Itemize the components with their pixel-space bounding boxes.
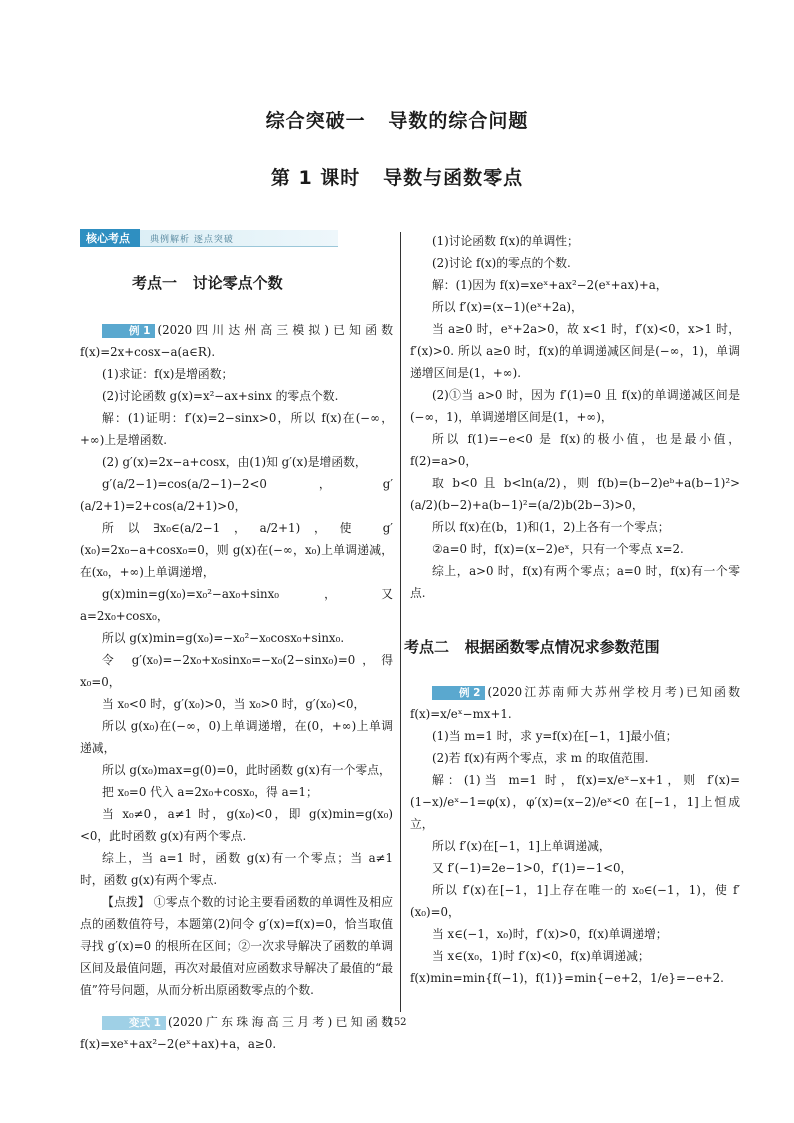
solution-line: 令 g′(x₀)=−2x₀+x₀sinx₀=−x₀(2−sinx₀)=0，得 x₀=0， [80,653,393,689]
solution-line: 又 f′(−1)=2e−1>0，f′(1)=−1<0， [432,861,633,875]
solution-line: 当 x₀≠0，a≠1 时，g(x₀)<0，即 g(x)min=g(x₀)<0，此时函数 g(x)有两个零点. [80,807,393,843]
right-column [404,230,740,989]
solution-line: 综上，当 a=1 时，函数 g(x)有一个零点；当 a≠1 时，函数 g(x)有两个零点. [80,851,393,887]
example-2-text: (2020江苏南师大苏州学校月考)已知函数 f(x)=x/eˣ−mx+1. [410,685,740,721]
variant-1-text: (2020广东珠海高三月考)已知函数 f(x)=xeˣ+ax²−2(eˣ+ax)+a，a≥0. [80,1015,393,1051]
solution-line: g′(a/2−1)=cos(a/2−1)−2<0，g′(a/2+1)=2+cos(a/2+1)>0， [80,477,393,513]
solution-line: (2)①当 a>0 时，因为 f′(1)=0 且 f(x)的单调递减区间是(−∞，1)，单调递增区间是(1，+∞)， [410,388,740,424]
example-2-statement [410,681,740,725]
chapter-title: 综合突破一 导数的综合问题 [265,110,529,132]
solution-line: 综上，a>0 时，f(x)有两个零点；a=0 时，f(x)有一个零点. [410,564,740,600]
solution-line: 解：(1)证明：f′(x)=2−sinx>0，所以 f(x)在(−∞，+∞)上是增函数. [80,411,393,447]
solution-line: 所以 f′(x)=(x−1)(eˣ+2a)， [432,300,583,314]
core-tag-sub: 典例解析 逐点突破 [150,234,234,245]
lesson-title: 第 1 课时 导数与函数零点 [270,167,524,189]
solution-line: 所以 f(x)在(b，1)和(1，2)上各有一个零点； [432,520,670,534]
page-number: 152 [387,1017,407,1028]
solution-line: 解：(1)当 m=1 时，f(x)=x/eˣ−x+1，则 f′(x)=(1−x)/eˣ−1=φ(x)，φ′(x)=(x−2)/eˣ<0 在[−1，1]上恒成立， [410,773,740,831]
solution-line: 所以 g(x)min=g(x₀)=−x₀²−x₀cosx₀+sinx₀. [102,631,345,645]
solution-line: 把 x₀=0 代入 a=2x₀+cosx₀，得 a=1； [102,785,318,799]
example-2-q2: (2)若 f(x)有两个零点，求 m 的取值范围. [432,751,649,765]
solution-line: 所以 f′(x)在[−1，1]上单调递减， [432,839,611,853]
solution-line: 所以∃x₀∈(a/2−1，a/2+1)，使 g′(x₀)=2x₀−a+cosx₀=0，则 g(x)在(−∞，x₀)上单调递减，在(x₀，+∞)上单调递增， [80,521,393,579]
solution-line: 当 a≥0 时，eˣ+2a>0，故 x<1 时，f′(x)<0，x>1 时，f′(x)>0. 所以 a≥0 时，f(x)的单调递减区间是(−∞，1)，单调递增区间是(1，+∞). [410,322,740,380]
solution-line: (2) g′(x)=2x−a+cosx，由(1)知 g′(x)是增函数， [102,455,367,469]
example-1-q2: (2)讨论函数 g(x)=x²−ax+sinx 的零点个数. [102,389,339,403]
variant-1-q1: (1)讨论函数 f(x)的单调性； [432,234,579,248]
example-1-statement [80,319,393,363]
solution-line: 所以 g(x₀)在(−∞，0)上单调递增，在(0，+∞)上单调递减， [80,719,393,755]
core-tag: 核心考点 [80,229,140,247]
core-banner [80,230,338,247]
solution-line: 当 x∈(x₀，1)时 f′(x)<0，f(x)单调递减； [432,949,650,963]
variant-1-label: 变式 1 [102,1016,166,1030]
solution-line: g(x)min=g(x₀)=x₀²−ax₀+sinx₀，又 a=2x₀+cosx₀， [80,587,393,623]
solution-line: 所以 g(x₀)max=g(0)=0，此时函数 g(x)有一个零点， [102,763,391,777]
solution-line: 解：(1)因为 f(x)=xeˣ+ax²−2(eˣ+ax)+a， [432,278,668,292]
example-1-q1: (1)求证：f(x)是增函数； [102,367,234,381]
section-heading-1: 考点一 讨论零点个数 [132,274,283,292]
solution-line: 当 x₀<0 时，g′(x₀)>0，当 x₀>0 时，g′(x₀)<0， [102,697,366,711]
column-divider [400,232,401,1012]
section-heading-2: 考点二 根据函数零点情况求参数范围 [404,638,660,656]
solution-line: 取 b<0 且 b<ln(a/2)，则 f(b)=(b−2)eᵇ+a(b−1)²>(a/2)(b−2)+a(b−1)²=(a/2)b(2b−3)>0， [410,476,740,512]
example-1-label: 例 1 [102,324,155,338]
example-1-text: (2020四川达州高三模拟)已知函数 f(x)=2x+cosx−a(a∈R). [80,323,393,359]
solution-line: ②a=0 时，f(x)=(x−2)eˣ，只有一个零点 x=2. [432,542,684,556]
example-2-q1: (1)当 m=1 时，求 y=f(x)在[−1，1]最小值； [432,729,678,743]
example-2-label: 例 2 [432,686,485,700]
hint-note: 【点拨】 ①零点个数的讨论主要看函数的单调性及相应点的函数值符号，本题第(2)问令 g′(x)=f(x)=0，恰当取值寻找 g′(x)=0 的根所在区间；②一次求导解决了函数的单调区间及最值问题，再次对最值对应函数求导解决了最值的“最值”符号问题，从而分析出原函数零点的个数. [80,895,393,997]
solution-line: 所以 f(1)=−e<0 是 f(x)的极小值，也是最小值，f(2)=a>0， [410,432,740,468]
solution-line: 当 x∈(−1，x₀)时，f′(x)>0，f(x)单调递增； [432,927,668,941]
variant-1-q2: (2)讨论 f(x)的零点的个数. [432,256,571,270]
left-column [80,230,393,1055]
solution-line: 所以 f′(x)在[−1，1]上存在唯一的 x₀∈(−1，1)，使 f′(x₀)=0， [410,883,740,919]
solution-line: f(x)min=min{f(−1)，f(1)}=min{−e+2，1/e}=−e+2. [410,971,724,985]
